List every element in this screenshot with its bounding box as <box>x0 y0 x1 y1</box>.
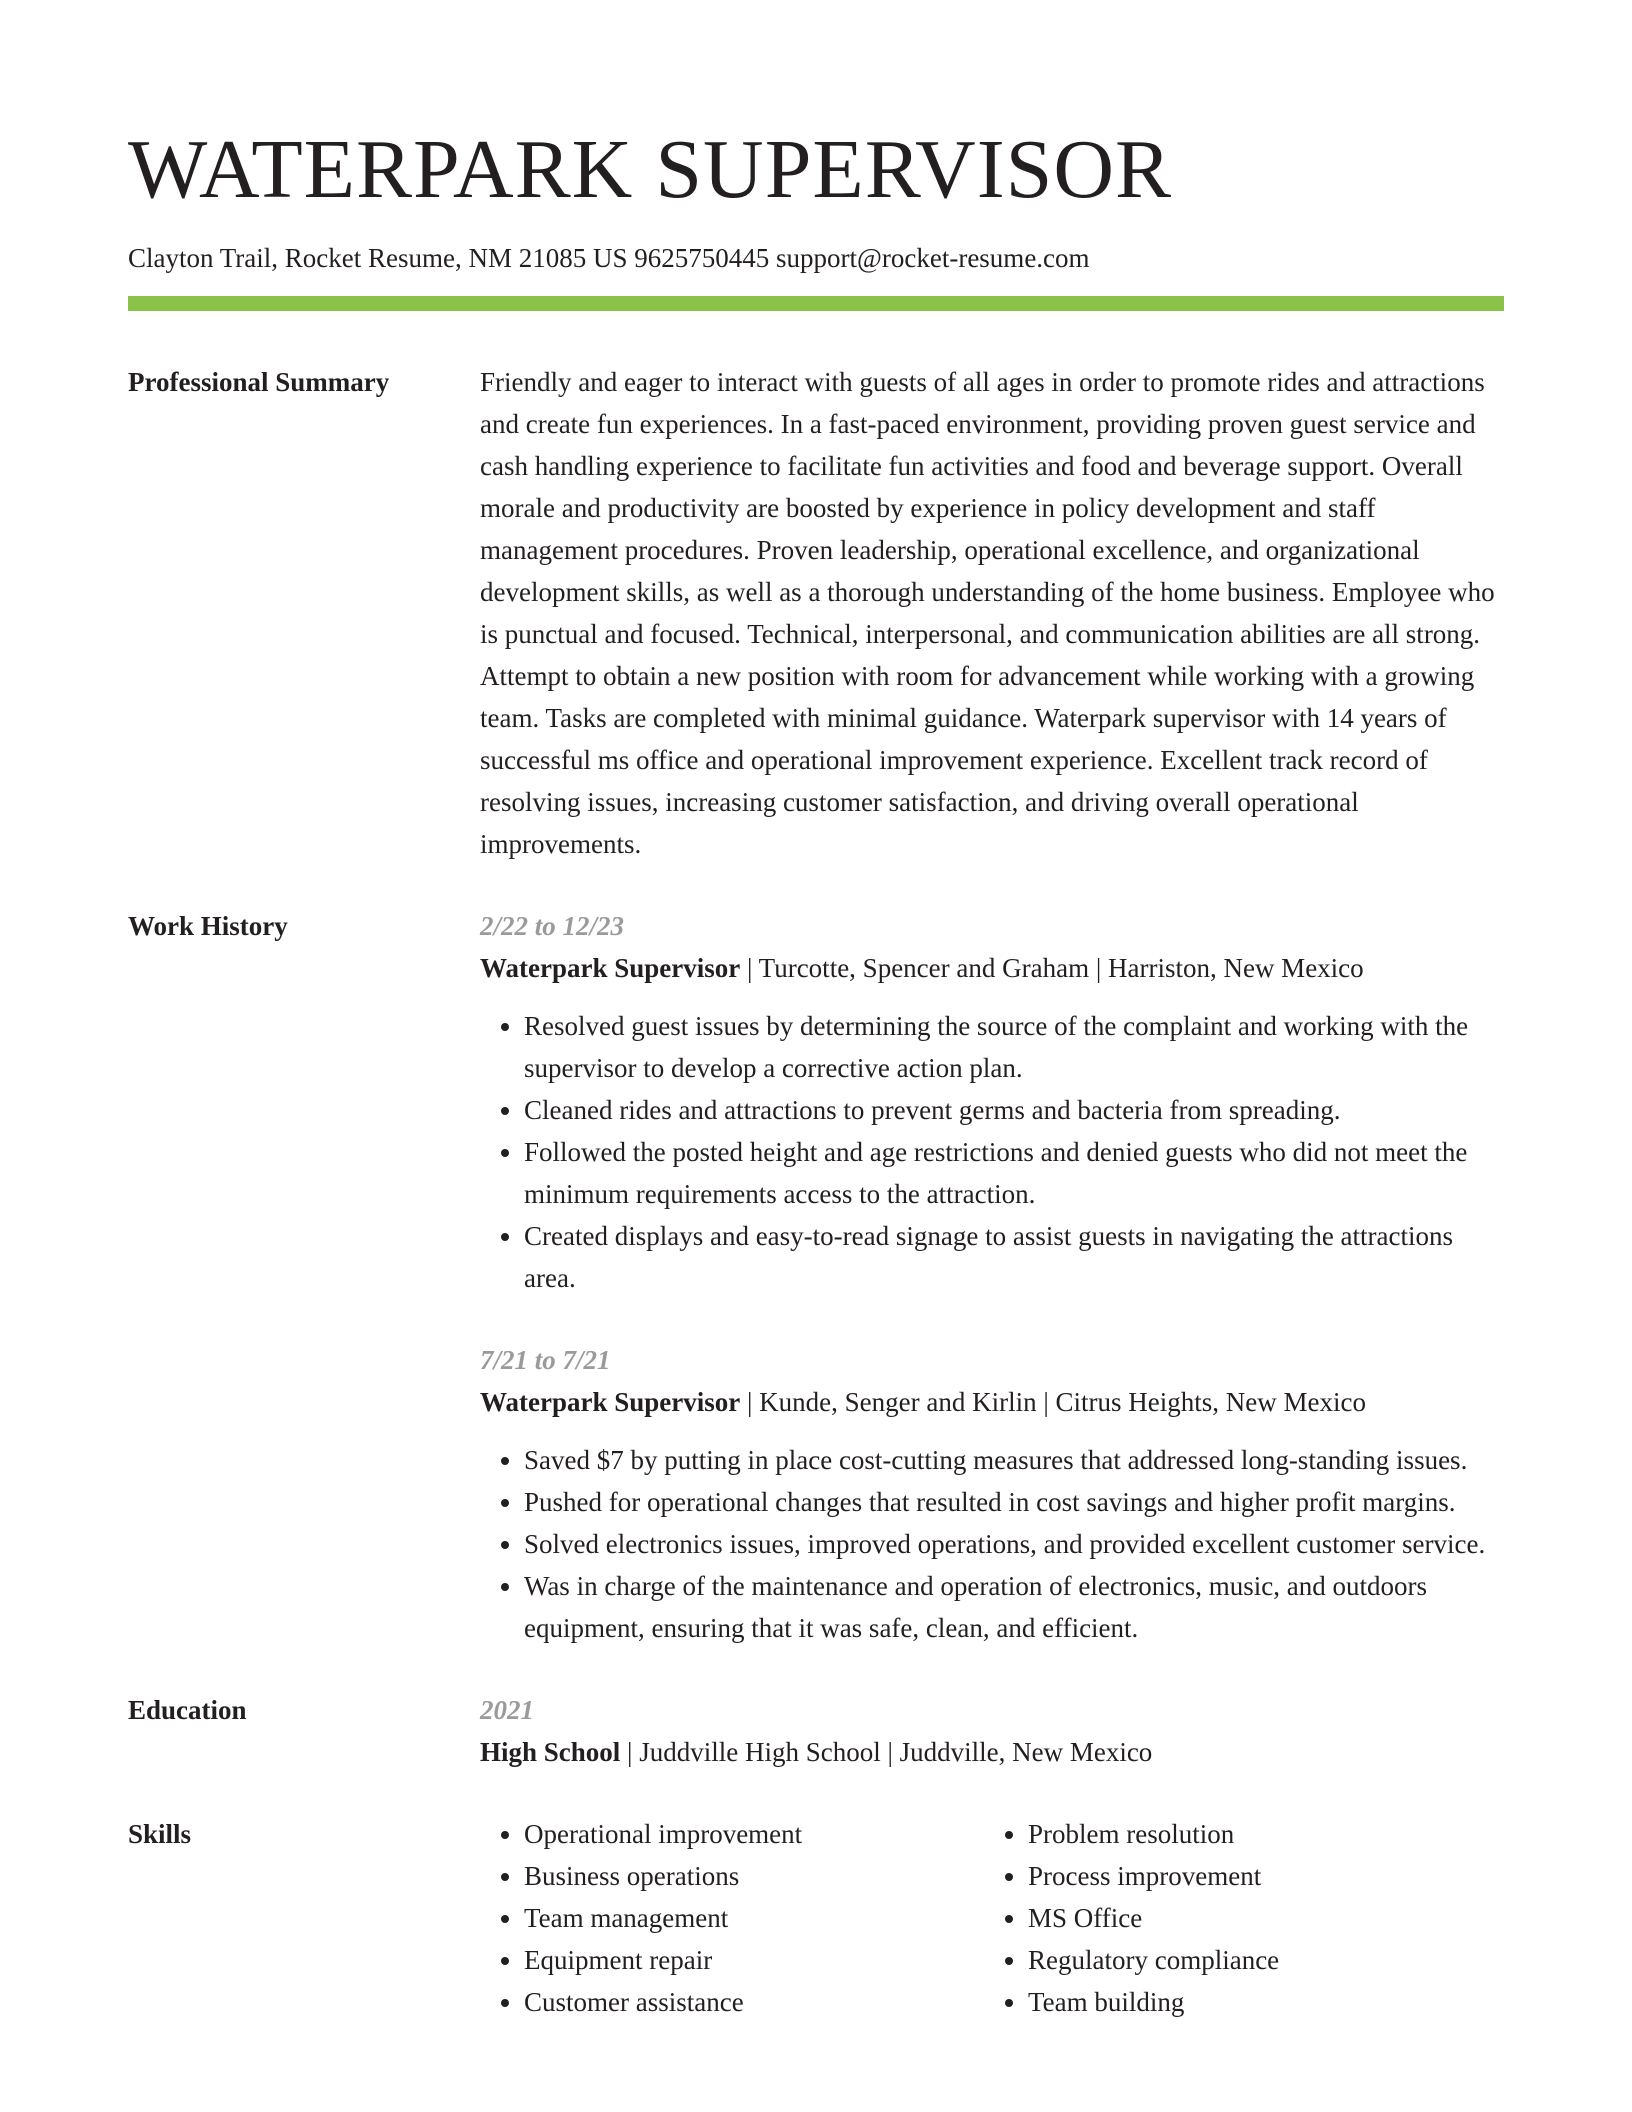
job-employer: | Turcotte, Spencer and Graham | Harriston, New Mexico <box>740 953 1364 983</box>
resume-name: WATERPARK SUPERVISOR <box>128 123 1173 216</box>
resume-page <box>128 120 1504 2023</box>
skill-item: • Customer assistance <box>524 1981 984 2023</box>
education-degree: High School <box>480 1737 621 1767</box>
header-divider <box>128 296 1504 311</box>
skills-list-right <box>984 1813 1488 2023</box>
job-role-line <box>480 1381 1504 1423</box>
skill-item: • Process improvement <box>1028 1855 1488 1897</box>
education-line <box>480 1731 1504 1773</box>
skill-item: • Team building <box>1028 1981 1488 2023</box>
section-label: Work History <box>128 911 288 941</box>
job-entry <box>480 905 1504 1299</box>
contact-line: Clayton Trail, Rocket Resume, NM 21085 US 9625750445 support@rocket-resume.com <box>128 243 1090 273</box>
list-item: • Solved electronics issues, improved operations, and provided excellent customer service. <box>524 1523 1504 1565</box>
section-skills <box>128 1813 1504 2023</box>
section-education <box>128 1689 1504 1773</box>
job-entry <box>480 1339 1504 1649</box>
skill-item: • Equipment repair <box>524 1939 984 1981</box>
skill-item: • Business operations <box>524 1855 984 1897</box>
job-title: Waterpark Supervisor <box>480 1387 741 1417</box>
job-role-line <box>480 947 1504 989</box>
job-bullets <box>480 1005 1504 1299</box>
list-item: • Pushed for operational changes that resulted in cost savings and higher profit margins. <box>524 1481 1504 1523</box>
summary-text: Friendly and eager to interact with guests of all ages in order to promote rides and attractions and create fun experiences. In a fast-paced environment, providing proven guest service and cash handling experience to facilitate fun activities and food and beverage support. Overall morale and productivity are boosted by experience in policy development and staff management procedures. Proven leadership, operational excellence, and organizational development skills, as well as a thorough understanding of the home business. Employee who is punctual and focused. Technical, interpersonal, and communication abilities are all strong. Attempt to obtain a new position with room for advancement while working with a growing team. Tasks are completed with minimal guidance. Waterpark supervisor with 14 years of successful ms office and operational improvement experience. Excellent track record of resolving issues, increasing customer satisfaction, and driving overall operational improvements. <box>480 367 1495 859</box>
list-item: • Followed the posted height and age restrictions and denied guests who did not meet the minimum requirements access to the attraction. <box>524 1131 1504 1215</box>
section-work-history <box>128 905 1504 1649</box>
skill-item: • Problem resolution <box>1028 1813 1488 1855</box>
skill-item: • Operational improvement <box>524 1813 984 1855</box>
skill-item: • Team management <box>524 1897 984 1939</box>
education-dates: 2021 <box>480 1695 534 1725</box>
job-employer: | Kunde, Senger and Kirlin | Citrus Heights, New Mexico <box>740 1387 1366 1417</box>
section-label: Professional Summary <box>128 367 390 397</box>
skill-item: • Regulatory compliance <box>1028 1939 1488 1981</box>
list-item: • Created displays and easy-to-read signage to assist guests in navigating the attractions area. <box>524 1215 1504 1299</box>
list-item: • Cleaned rides and attractions to prevent germs and bacteria from spreading. <box>524 1089 1504 1131</box>
skill-item: • MS Office <box>1028 1897 1488 1939</box>
skills-list-left <box>480 1813 984 2023</box>
section-label: Education <box>128 1695 247 1725</box>
job-bullets <box>480 1439 1504 1649</box>
list-item: • Saved $7 by putting in place cost-cutting measures that addressed long-standing issues. <box>524 1439 1504 1481</box>
list-item: • Resolved guest issues by determining the source of the complaint and working with the supervisor to develop a corrective action plan. <box>524 1005 1504 1089</box>
job-dates: 7/21 to 7/21 <box>480 1345 611 1375</box>
section-label: Skills <box>128 1819 192 1849</box>
education-school: | Juddville High School | Juddville, New Mexico <box>620 1737 1153 1767</box>
job-dates: 2/22 to 12/23 <box>480 911 625 941</box>
section-professional-summary <box>128 361 1504 865</box>
job-title: Waterpark Supervisor <box>480 953 741 983</box>
list-item: • Was in charge of the maintenance and operation of electronics, music, and outdoors equipment, ensuring that it was safe, clean, and efficient. <box>524 1565 1504 1649</box>
